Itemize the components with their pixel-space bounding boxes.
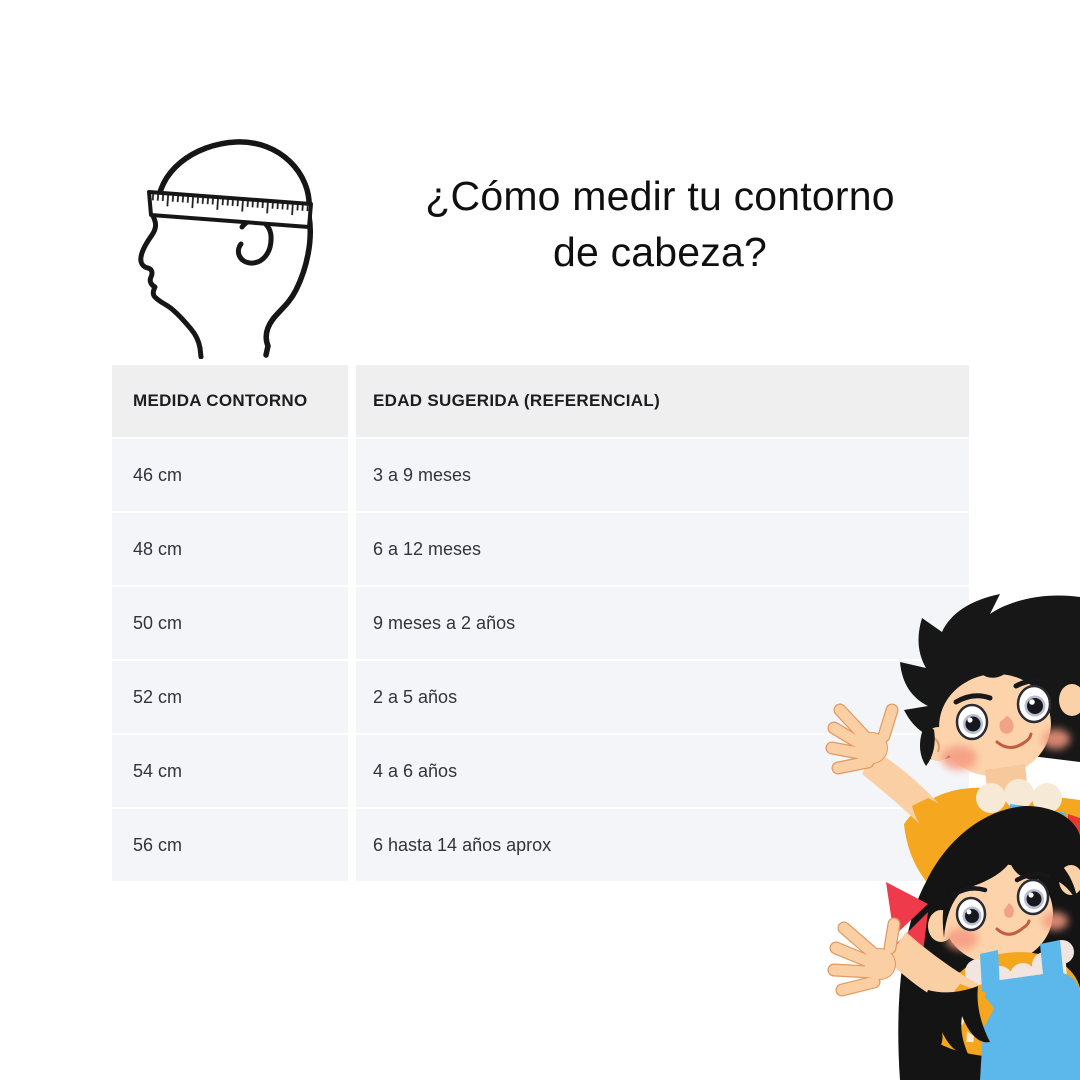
girl-left-eye <box>957 898 985 930</box>
table-cell-edad: 3 a 9 meses <box>356 439 969 511</box>
girl <box>834 806 1080 1080</box>
table-cell-edad: 6 a 12 meses <box>356 513 969 585</box>
boy-hand <box>832 710 892 768</box>
kids-waving-illustration <box>810 592 1080 1080</box>
column-header-edad: EDAD SUGERIDA (REFERENCIAL) <box>356 365 969 437</box>
table-cell-edad: 6 hasta 14 años aprox <box>356 809 969 881</box>
table-cell-edad: 4 a 6 años <box>356 735 969 807</box>
page-title-line1: ¿Cómo medir tu contorno <box>425 173 895 219</box>
table-cell-medida: 50 cm <box>112 587 348 659</box>
column-header-medida: MEDIDA CONTORNO <box>112 365 348 437</box>
girl-hand <box>834 924 896 990</box>
page-title <box>380 168 940 280</box>
table-cell-medida: 54 cm <box>112 735 348 807</box>
table-cell-edad: 9 meses a 2 años <box>356 587 969 659</box>
page-title-line2: de cabeza? <box>552 229 767 275</box>
boy-right-eye <box>1018 686 1050 722</box>
table-cell-medida: 56 cm <box>112 809 348 881</box>
boy-left-eye <box>957 705 987 739</box>
table-cell-edad: 2 a 5 años <box>356 661 969 733</box>
table-cell-medida: 48 cm <box>112 513 348 585</box>
girl-right-eye <box>1018 880 1048 914</box>
table-cell-medida: 52 cm <box>112 661 348 733</box>
table-cell-medida: 46 cm <box>112 439 348 511</box>
head-measure-icon <box>122 124 342 359</box>
